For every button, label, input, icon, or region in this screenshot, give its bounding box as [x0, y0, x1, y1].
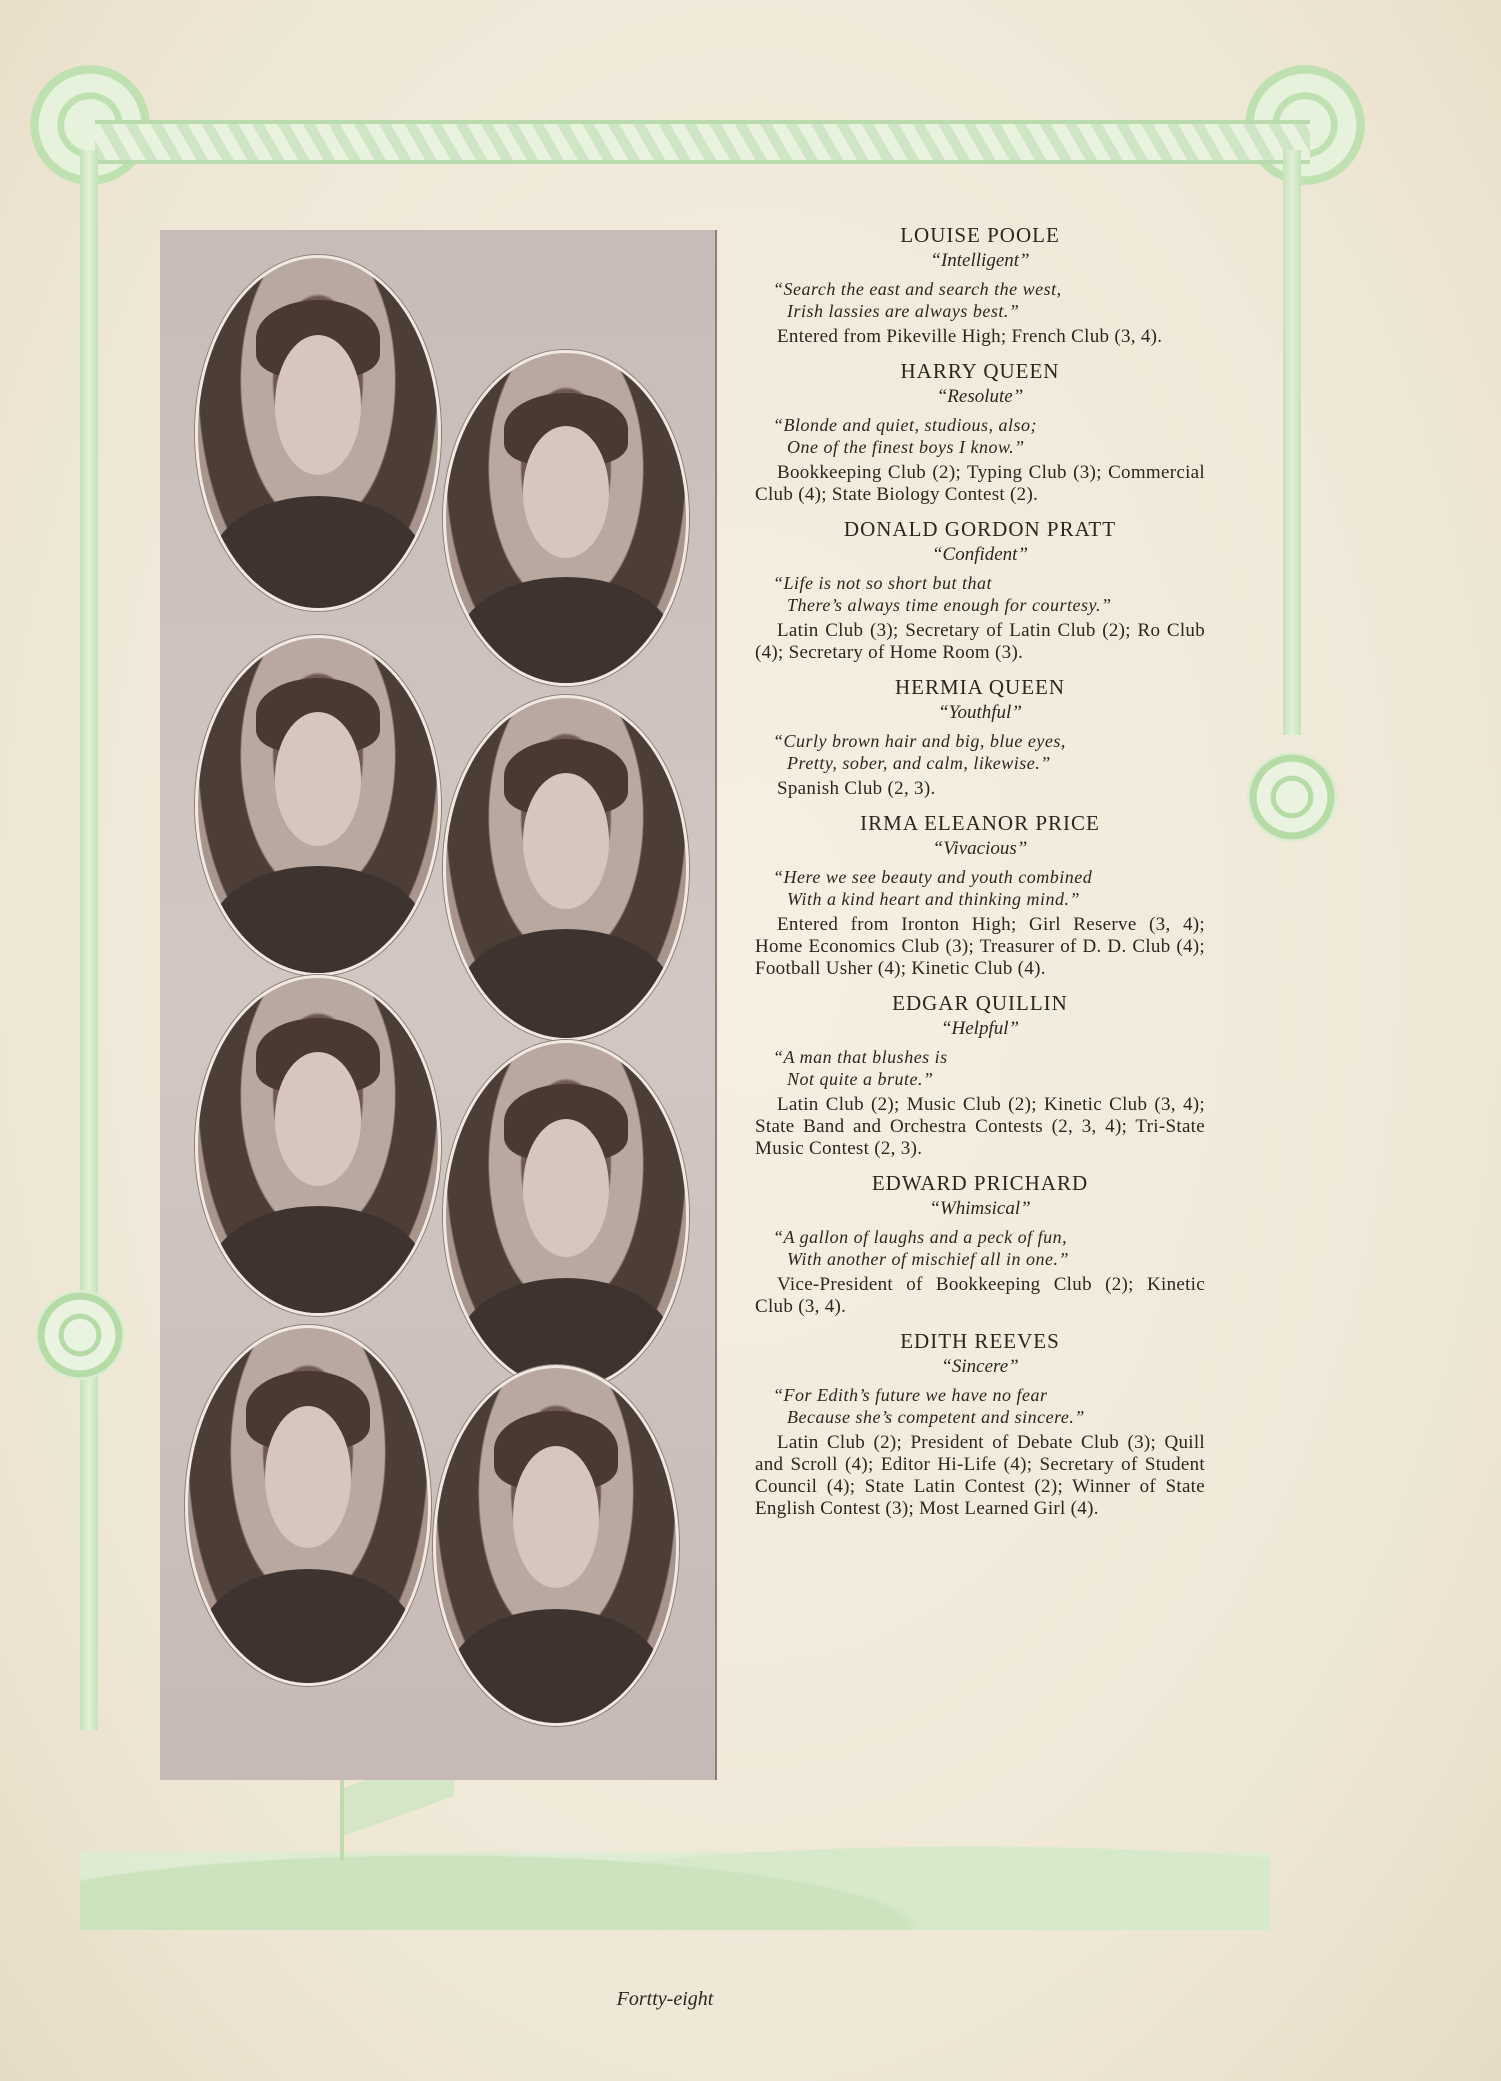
- senior-entry: [755, 1170, 1205, 1318]
- portrait-face: [523, 1119, 609, 1257]
- quote-line: “Search the east and search the west,: [773, 279, 1062, 299]
- portrait-face: [275, 712, 361, 846]
- senior-name: HERMIA QUEEN: [894, 675, 1066, 699]
- quote-line: “A gallon of laughs and a peck of fun,: [773, 1227, 1068, 1247]
- quote-line: “Blonde and quiet, studious, also;: [773, 415, 1037, 435]
- quote-line: One of the finest boys I know.”: [787, 437, 1025, 457]
- portrait-photo: [185, 1325, 431, 1686]
- decorative-border-left: [80, 150, 98, 1730]
- senior-nickname: “Intelligent”: [930, 250, 1030, 271]
- senior-activities: Spanish Club (2, 3).: [777, 778, 936, 799]
- senior-entry: [755, 990, 1205, 1160]
- decorative-border-top: [95, 120, 1310, 164]
- portrait-photo: [433, 1365, 679, 1726]
- senior-bio-column: [755, 222, 1205, 1530]
- senior-name: DONALD GORDON PRATT: [843, 517, 1117, 541]
- portrait-body: [200, 1569, 416, 1686]
- portrait-body: [210, 866, 426, 976]
- portrait-photo: [195, 635, 441, 976]
- senior-entry: [755, 674, 1205, 800]
- senior-nickname: “Resolute”: [936, 386, 1024, 407]
- senior-nickname: “Youthful”: [938, 702, 1022, 723]
- senior-quote: [755, 730, 1205, 774]
- portrait-face: [523, 773, 609, 909]
- portrait-photo: [443, 695, 689, 1041]
- quote-line: “Here we see beauty and youth combined: [773, 867, 1093, 887]
- portrait-face: [265, 1406, 351, 1548]
- senior-entry: [755, 1328, 1205, 1520]
- portrait-photo: [195, 255, 441, 611]
- quote-line: Not quite a brute.”: [787, 1069, 934, 1089]
- quote-line: Pretty, sober, and calm, likewise.”: [787, 753, 1051, 773]
- portrait-body: [210, 496, 426, 611]
- senior-entry: [755, 222, 1205, 348]
- page-number: Fortty-eight: [616, 1988, 714, 2010]
- portrait-body: [458, 577, 674, 686]
- senior-entry: [755, 810, 1205, 980]
- quote-line: “For Edith’s future we have no fear: [773, 1385, 1048, 1405]
- senior-nickname: “Confident”: [931, 544, 1029, 565]
- quote-line: Irish lassies are always best.”: [787, 301, 1020, 321]
- quote-line: “Curly brown hair and big, blue eyes,: [773, 731, 1066, 751]
- senior-nickname: “Whimsical”: [929, 1198, 1031, 1219]
- portrait-body: [448, 1609, 664, 1726]
- senior-name: IRMA ELEANOR PRICE: [860, 811, 1100, 835]
- quote-line: Because she’s competent and sincere.”: [787, 1407, 1085, 1427]
- senior-activities: Latin Club (2); Music Club (2); Kinetic Club (3, 4); State Band and Orchestra Contests (2, 3, 4); Tri-State Music Contest (2, 3).: [755, 1094, 1205, 1159]
- senior-activities: Bookkeeping Club (2); Typing Club (3); Commercial Club (4); State Biology Contest (2).: [755, 462, 1205, 505]
- senior-quote: [755, 1046, 1205, 1090]
- quote-line: “A man that blushes is: [773, 1047, 948, 1067]
- senior-activities: Vice-President of Bookkeeping Club (2); Kinetic Club (3, 4).: [755, 1274, 1205, 1317]
- quote-line: “Life is not so short but that: [773, 573, 993, 593]
- portrait-body: [458, 929, 674, 1041]
- portrait-photo: [443, 350, 689, 686]
- portrait-photo: [195, 975, 441, 1316]
- ornament-medallion-right: [1247, 752, 1337, 842]
- senior-quote: [755, 414, 1205, 458]
- portrait-face: [275, 1052, 361, 1186]
- senior-name: EDITH REEVES: [900, 1329, 1060, 1353]
- senior-activities: Entered from Ironton High; Girl Reserve (3, 4); Home Economics Club (3); Treasurer of D. D. Club (4); Football Usher (4); Kinetic Club (4).: [755, 914, 1205, 979]
- senior-nickname: “Vivacious”: [932, 838, 1028, 859]
- senior-quote: [755, 278, 1205, 322]
- senior-name: LOUISE POOLE: [900, 223, 1060, 247]
- senior-quote: [755, 866, 1205, 910]
- senior-name: EDGAR QUILLIN: [892, 991, 1068, 1015]
- senior-entry: [755, 358, 1205, 506]
- senior-quote: [755, 1226, 1205, 1270]
- portrait-face: [275, 335, 361, 475]
- senior-entry: [755, 516, 1205, 664]
- senior-nickname: “Helpful”: [940, 1018, 1020, 1039]
- portrait-body: [210, 1206, 426, 1316]
- senior-nickname: “Sincere”: [941, 1356, 1019, 1377]
- quote-line: There’s always time enough for courtesy.”: [787, 595, 1112, 615]
- senior-quote: [755, 572, 1205, 616]
- quote-line: With another of mischief all in one.”: [787, 1249, 1069, 1269]
- senior-activities: Latin Club (3); Secretary of Latin Club (2); Ro Club (4); Secretary of Home Room (3).: [755, 620, 1205, 663]
- senior-name: EDWARD PRICHARD: [871, 1171, 1089, 1195]
- portrait-face: [523, 426, 609, 558]
- portrait-face: [513, 1446, 599, 1588]
- senior-activities: Entered from Pikeville High; French Club (3, 4).: [777, 326, 1163, 347]
- portrait-panel: [160, 230, 717, 1780]
- ornament-medallion-left: [35, 1290, 125, 1380]
- quote-line: With a kind heart and thinking mind.”: [787, 889, 1080, 909]
- senior-activities: Latin Club (2); President of Debate Club (3); Quill and Scroll (4); Editor Hi-Life (4); Secretary of Student Council (4); State Latin Contest (2); Winner of State English Contest (3); Most Learned Girl (4).: [755, 1432, 1205, 1519]
- portrait-photo: [443, 1040, 689, 1391]
- senior-quote: [755, 1384, 1205, 1428]
- decorative-border-right: [1283, 150, 1301, 735]
- senior-name: HARRY QUEEN: [900, 359, 1060, 383]
- decorative-landscape: [80, 1800, 1270, 1930]
